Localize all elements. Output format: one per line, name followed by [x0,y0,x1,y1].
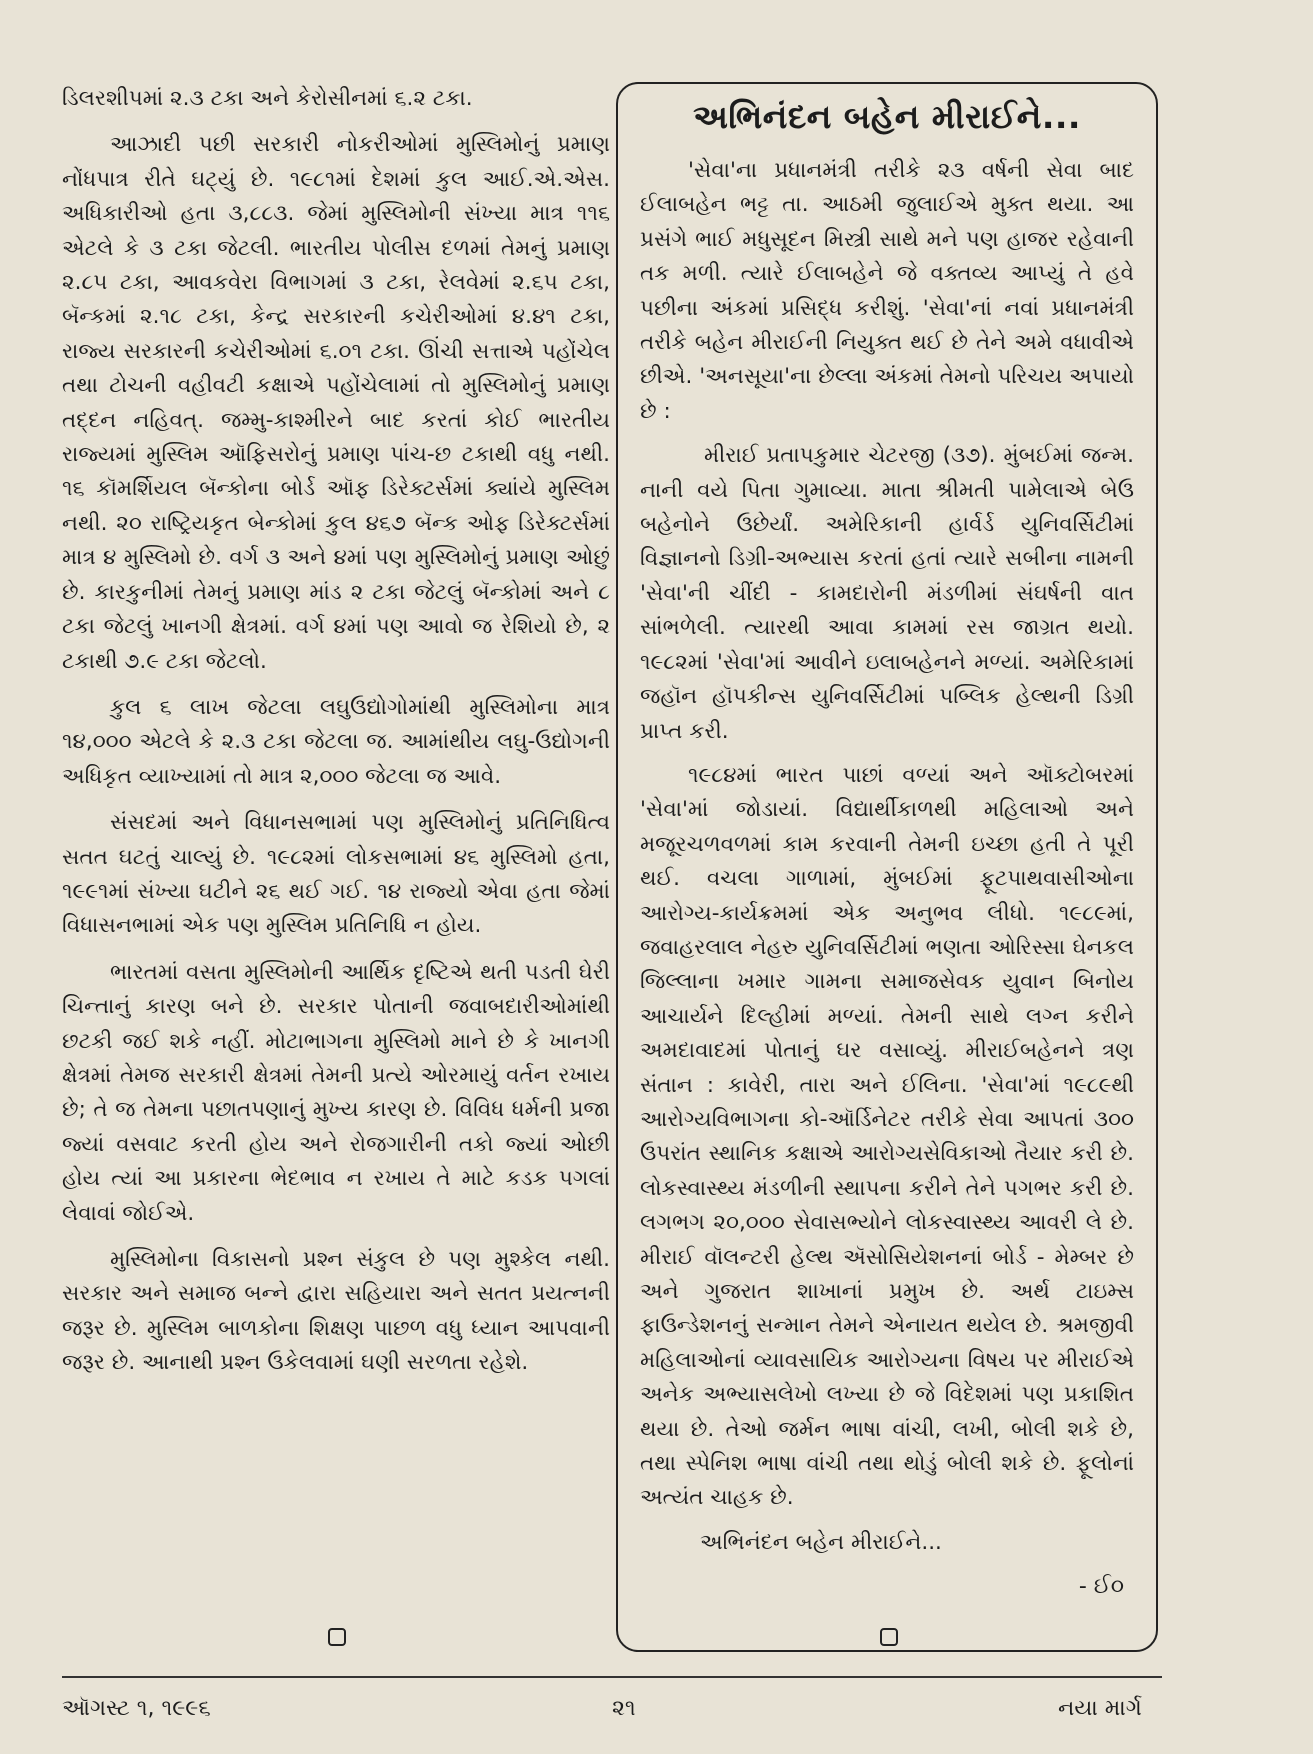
article-paragraph: ડિલરશીપમાં ૨.૩ ટકા અને કેરોસીનમાં ૬.૨ ટકા. [62,86,473,111]
box-end-mark [880,1628,898,1646]
box-signoff: અભિનંદન બહેન મીરાઈને... [700,1529,942,1555]
left-article-end-mark [328,1628,346,1646]
footer-page-number: ૨૧ [612,1696,636,1721]
article-paragraph: ભારતમાં વસતા મુસ્લિમોની આર્થિક દૃષ્ટિએ થતી પડતી ઘેરી ચિન્તાનું કારણ બને છે. સરકાર પોતાની જવાબદારીઓમાંથી છટકી જઈ શકે નહીં. મોટાભાગના મુસ્લિમો માને છે કે ખાનગી ક્ષેત્રમાં તેમજ સરકારી ક્ષેત્રમાં તેમની પ્રત્યે ઓરમાયું વર્તન રખાય છે; તે જ તેમના પછાતપણાનું મુખ્ય કારણ છે. વિવિધ ધર્મની પ્રજા જ્યાં વસવાટ કરતી હોય અને રોજગારીની તકો જ્યાં ઓછી હોય ત્યાં આ પ્રકારના ભેદભાવ ન રખાય તે માટે કડક પગલાં લેવાવાં જોઈએ. [62,959,610,1226]
box-body [640,154,1134,1604]
article-paragraph: કુલ ૬ લાખ જેટલા લઘુઉદ્યોગોમાંથી મુસ્લિમોના માત્ર ૧૪,૦૦૦ એટલે કે ૨.૩ ટકા જેટલા જ. આમાંથીય લઘુ-ઉદ્યોગની અધિકૃત વ્યાખ્યામાં તો માત્ર ૨,૦૦૦ જેટલા જ આવે. [62,694,610,789]
box-paragraph: 'સેવા'ના પ્રધાનમંત્રી તરીકે ૨૩ વર્ષની સેવા બાદ ઈલાબહેન ભટ્ટ તા. આઠમી જુલાઈએ મુક્ત થયા. આ પ્રસંગે ભાઈ મધુસૂદન મિસ્ત્રી સાથે મને પણ હાજર રહેવાની તક મળી. ત્યારે ઈલાબહેને જે વક્તવ્ય આપ્યું તે હવે પછીના અંકમાં પ્રસિદ્ધ કરીશું. 'સેવા'નાં નવાં પ્રધાનમંત્રી તરીકે બહેન મીરાઈની નિયુક્ત થઈ છે તેને અમે વધાવીએ છીએ. 'અનસૂયા'ના છેલ્લા અંકમાં તેમનો પરિચય અપાયો છે : [640,158,1134,424]
footer-publication: નયા માર્ગ [1058,1696,1142,1721]
congratulations-box [616,82,1158,1652]
article-paragraph: મુસ્લિમોના વિકાસનો પ્રશ્ન સંકુલ છે પણ મુશ્કેલ નથી. સરકાર અને સમાજ બન્ને દ્વારા સહિયારા અને સતત પ્રયત્નની જરૂર છે. મુસ્લિમ બાળકોના શિક્ષણ પાછળ વધુ ધ્યાન આપવાની જરૂર છે. આનાથી પ્રશ્ન ઉકેલવામાં ઘણી સરળતા રહેશે. [62,1247,610,1376]
left-article-column [62,82,610,1393]
box-title: અભિનંદન બહેન મીરાઈને... [693,97,1081,136]
box-signature: - ઈ૦ [1078,1573,1124,1599]
box-paragraph: ૧૯૮૪માં ભારત પાછાં વળ્યાં અને ઑક્ટોબરમાં 'સેવા'માં જોડાયાં. વિદ્યાર્થીકાળથી મહિલાઓ અને મજૂરચળવળમાં કામ કરવાની તેમની ઇચ્છા હતી તે પૂરી થઈ. વચલા ગાળામાં, મુંબઈમાં ફૂટપાથવાસીઓના આરોગ્ય-કાર્યક્રમમાં એક અનુભવ લીધો. ૧૯૮૯માં, જવાહરલાલ નેહરુ યુનિવર્સિટીમાં ભણતા ઓરિસ્સા ઘેનકલ જિલ્લાના ખમાર ગામના સમાજસેવક યુવાન બિનોય આચાર્યને દિલ્હીમાં મળ્યાં. તેમની સાથે લગ્ન કરીને અમદાવાદમાં પોતાનું ઘર વસાવ્યું. મીરાઈબહેનને ત્રણ સંતાન : કાવેરી, તારા અને ઈલિના. 'સેવા'માં ૧૯૮૯થી આરોગ્યવિભાગના કો-ઑર્ડિનેટર તરીકે સેવા આપતાં ૩૦૦ ઉપરાંત સ્થાનિક કક્ષાએ આરોગ્યસેવિકાઓ તૈયાર કરી છે. લોકસ્વાસ્થ્ય મંડળીની સ્થાપના કરીને તેને પગભર કરી છે. લગભગ ૨૦,૦૦૦ સેવાસભ્યોને લોકસ્વાસ્થ્ય આવરી લે છે. મીરાઈ વૉલન્ટરી હેલ્થ ઍસોસિયેશનનાં બોર્ડ - મેમ્બર છે અને ગુજરાત શાખાનાં પ્રમુખ છે. અર્થ ટાઇમ્સ ફાઉન્ડેશનનું સન્માન તેમને એનાયત થયેલ છે. શ્રમજીવી મહિલાઓનાં વ્યાવસાયિક આરોગ્યના વિષય પર મીરાઈએ અનેક અભ્યાસલેખો લખ્યા છે જે વિદેશમાં પણ પ્રકાશિત થયા છે. તેઓ જર્મન ભાષા વાંચી, લખી, બોલી શકે છે, તથા સ્પેનિશ ભાષા વાંચી તથા થોડું બોલી શકે છે. ફૂલોનાં અત્યંત ચાહક છે. [640,762,1134,1511]
article-paragraph: સંસદમાં અને વિધાનસભામાં પણ મુસ્લિમોનું પ્રતિનિધિત્વ સતત ઘટતું ચાલ્યું છે. ૧૯૮૨માં લોકસભામાં ૪૬ મુસ્લિમો હતા, ૧૯૯૧માં સંખ્યા ઘટીને ૨૬ થઈ ગઈ. ૧૪ રાજ્યો એવા હતા જેમાં વિધાસનભામાં એક પણ મુસ્લિમ પ્રતિનિધિ ન હોય. [62,810,610,939]
box-paragraph: મીરાઈ પ્રતાપકુમાર ચેટરજી (૩૭). મુંબઈમાં જન્મ. નાની વયે પિતા ગુમાવ્યા. માતા શ્રીમતી પામેલાએ બેઉ બહેનોને ઉછેર્યાં. અમેરિકાની હાર્વર્ડ યુનિવર્સિટીમાં વિજ્ઞાનનો ડિગ્રી-અભ્યાસ કરતાં હતાં ત્યારે સબીના નામની 'સેવા'ની ચીંદી - કામદારોની મંડળીમાં સંઘર્ષની વાત સાંભળેલી. ત્યારથી આવા કામમાં રસ જાગ્રત થયો. ૧૯૮૨માં 'સેવા'માં આવીને ઇલાબહેનને મળ્યાં. અમેરિકામાં જહૉન હૉપકીન્સ યુનિવર્સિટીમાં પબ્લિક હેલ્થની ડિગ્રી પ્રાપ્ત કરી. [640,443,1134,744]
article-paragraph: આઝાદી પછી સરકારી નોકરીઓમાં મુસ્લિમોનું પ્રમાણ નોંધપાત્ર રીતે ઘટ્યું છે. ૧૯૮૧માં દેશમાં કુલ આઈ.એ.એસ. અધિકારીઓ હતા ૩,૮૮૩. જેમાં મુસ્લિમોની સંખ્યા માત્ર ૧૧૬ એટલે કે ૩ ટકા જેટલી. ભારતીય પોલીસ દળમાં તેમનું પ્રમાણ ૨.૮૫ ટકા, આવકવેરા વિભાગમાં ૩ ટકા, રેલવેમાં ૨.૬૫ ટકા, બૅન્કમાં ૨.૧૮ ટકા, કેન્દ્ર સરકારની કચેરીઓમાં ૪.૪૧ ટકા, રાજ્ય સરકારની કચેરીઓમાં ૬.૦૧ ટકા. ઊંચી સત્તાએ પહોંચેલ તથા ટોચની વહીવટી કક્ષાએ પહોંચેલામાં તો મુસ્લિમોનું પ્રમાણ તદ્દન નહિવત્. જમ્મુ-કાશ્મીરને બાદ કરતાં કોઈ ભારતીય રાજ્યમાં મુસ્લિમ ઑફિસરોનું પ્રમાણ પાંચ-છ ટકાથી વધુ નથી. ૧૬ કૉમર્શિયલ બૅન્કોના બોર્ડ ઑફ ડિરેક્ટર્સમાં ક્યાંયે મુસ્લિમ નથી. ૨૦ રાષ્ટ્રિયકૃત બેન્કોમાં કુલ ૪૬૭ બૅન્ક ઓફ ડિરેક્ટર્સમાં માત્ર ૪ મુસ્લિમો છે. વર્ગ ૩ અને ૪માં પણ મુસ્લિમોનું પ્રમાણ ઓછું છે. કારકુનીમાં તેમનું પ્રમાણ માંડ ૨ ટકા જેટલું બૅન્કોમાં અને ૮ ટકા જેટલું ખાનગી ક્ષેત્રમાં. વર્ગ ૪માં પણ આવો જ રેશિયો છે, ૨ ટકાથી ૭.૯ ટકા જેટલો. [62,132,610,674]
footer-date: ઑગસ્ટ ૧, ૧૯૯૬ [62,1696,211,1721]
footer-divider [62,1676,1162,1678]
